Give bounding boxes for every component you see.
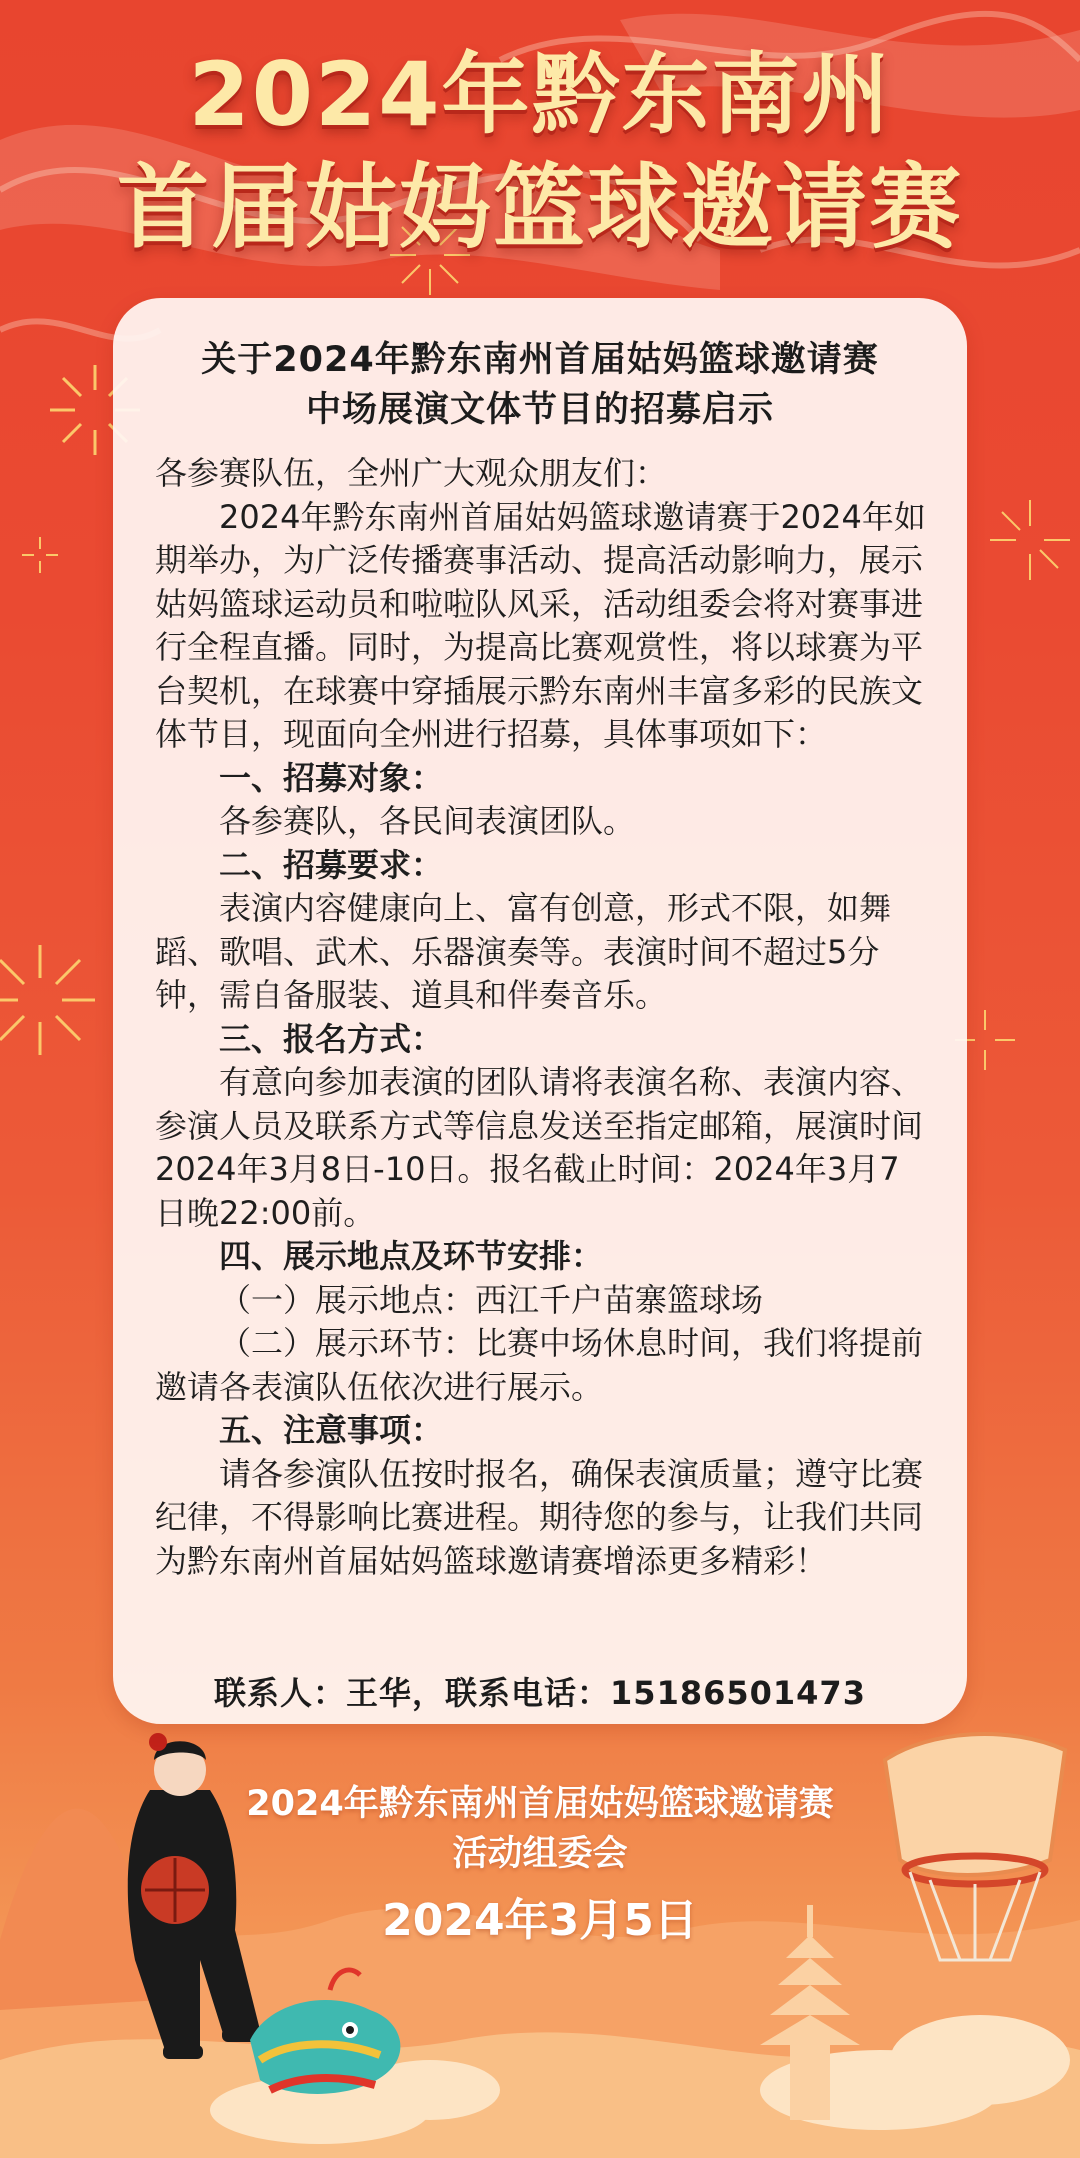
organizer-line-1: 2024年黔东南州首届姑妈篮球邀请赛 xyxy=(246,1784,834,1824)
organizer-line-2: 活动组委会 xyxy=(452,1834,628,1874)
notice-title-line-2: 中场展演文体节目的招募启示 xyxy=(305,390,774,430)
section-4-item-1: （一）展示地点：西江千户苗寨篮球场 xyxy=(219,1280,764,1319)
section-2-text: 表演内容健康向上、富有创意，形式不限，如舞蹈、歌唱、武术、乐器演奏等。表演时间不超过5分钟，需自备服装、道具和伴奏音乐。 xyxy=(155,889,892,1014)
section-3-heading: 三、报名方式： xyxy=(219,1019,444,1058)
notice-title-line-1: 关于2024年黔东南州首届姑妈篮球邀请赛 xyxy=(201,340,879,380)
section-3-text: 有意向参加表演的团队请将表演名称、表演内容、参演人员及联系方式等信息发送至指定邮箱，展演时间2024年3月8日-10日。报名截止时间：2024年3月7日晚22:00前。 xyxy=(155,1063,924,1232)
notice-body xyxy=(155,452,931,1583)
contact-info: 联系人：王华，联系电话：15186501473 xyxy=(214,1674,866,1712)
poster-title-line-1: 2024年黔东南州 xyxy=(188,43,892,146)
organizer-date: 2024年3月5日 xyxy=(382,1895,698,1946)
section-2-heading: 二、招募要求： xyxy=(219,845,444,884)
section-5-heading: 五、注意事项： xyxy=(219,1411,444,1449)
section-1-heading: 一、招募对象： xyxy=(219,758,444,797)
greeting: 各参赛队伍，全州广大观众朋友们： xyxy=(155,454,668,492)
section-1-text: 各参赛队，各民间表演团队。 xyxy=(219,802,636,840)
section-5-text: 请各参演队伍按时报名，确保表演质量；遵守比赛纪律，不得影响比赛进程。期待您的参与，让我们共同为黔东南州首届姑妈篮球邀请赛增添更多精彩！ xyxy=(155,1454,924,1580)
intro-paragraph: 2024年黔东南州首届姑妈篮球邀请赛于2024年如期举办，为广泛传播赛事活动、提高活动影响力，展示姑妈篮球运动员和啦啦队风采，活动组委会将对赛事进行全程直播。同时，为提高比赛观赏性，将以球赛为平台契机，在球赛中穿插展示黔东南州丰富多彩的民族文体节目，现面向全州进行招募，具体事项如下： xyxy=(155,497,926,753)
section-4-heading: 四、展示地点及环节安排： xyxy=(219,1237,604,1275)
poster-title-line-2: 首届姑妈篮球邀请赛 xyxy=(116,154,963,261)
notice-card xyxy=(113,298,967,1724)
section-4-item-2: （二）展示环节：比赛中场休息时间，我们将提前邀请各表演队伍依次进行展示。 xyxy=(155,1324,924,1406)
